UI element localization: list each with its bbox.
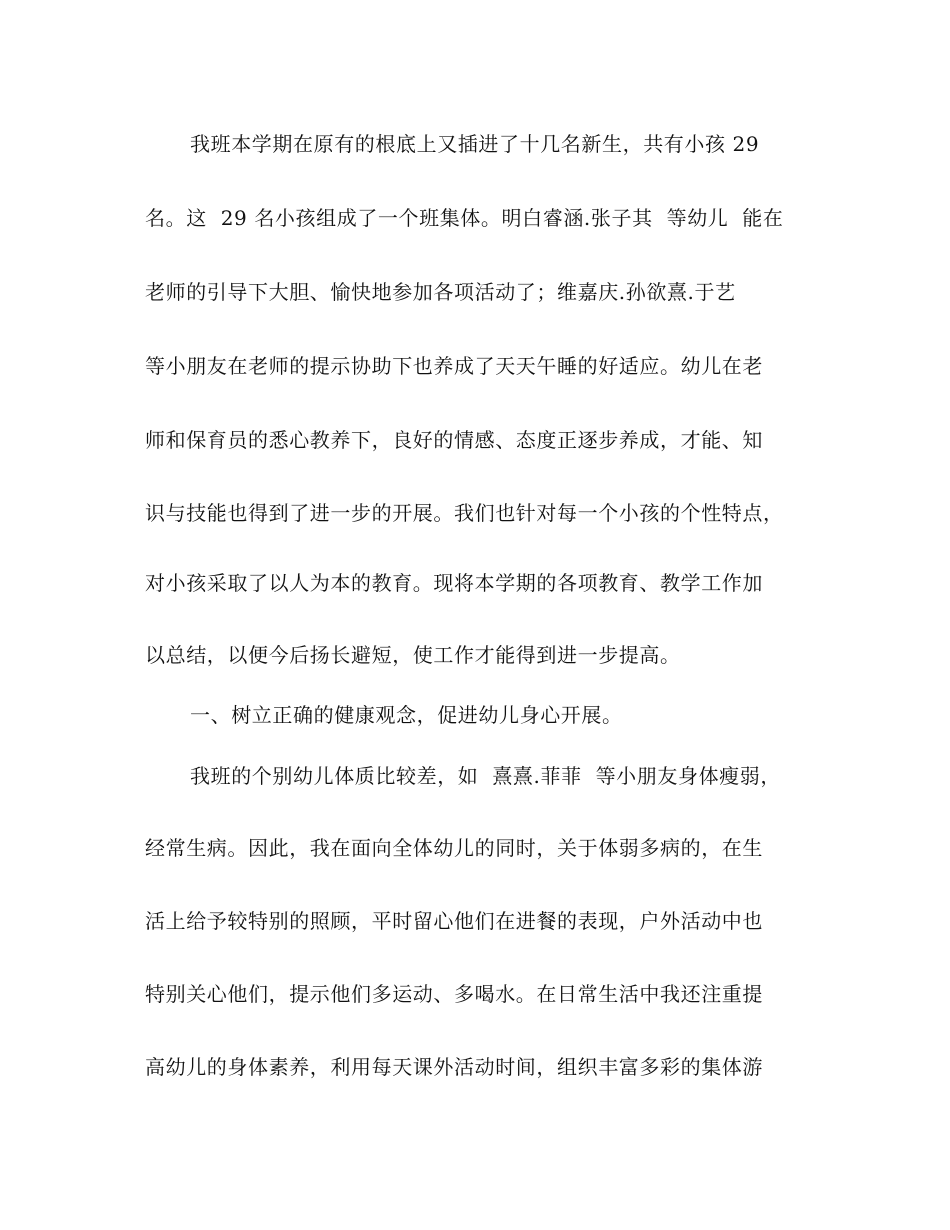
paragraph-1-line-5: 师和保育员的悉心教养下，良好的情感、态度正逐步养成，才能、知 xyxy=(145,428,763,452)
paragraph-1-line-7: 对小孩采取了以人为本的教育。现将本学期的各项教育、教学工作加 xyxy=(145,571,763,595)
paragraph-1-line-8: 以总结，以便今后扬长避短，使工作才能得到进一步提高。 xyxy=(145,643,681,667)
paragraph-2-line-5: 高幼儿的身体素养，利用每天课外活动时间，组织丰富多彩的集体游 xyxy=(145,1055,763,1079)
paragraph-1-line-2: 名。这 29 名小孩组成了一个班集体。明白睿涵.张子其 等幼儿 能在 xyxy=(145,206,784,230)
paragraph-1-line-6: 识与技能也得到了进一步的开展。我们也针对每一个小孩的个性特点， xyxy=(145,501,784,525)
paragraph-1-line-1: 我班本学期在原有的根底上又插进了十几名新生，共有小孩 29 xyxy=(190,132,760,156)
paragraph-2-line-4: 特别关心他们，提示他们多运动、多喝水。在日常生活中我还注重提 xyxy=(145,982,763,1006)
paragraph-1-line-3: 老师的引导下大胆、愉快地参加各项活动了；维嘉庆.孙欲熹.于艺 xyxy=(145,280,736,304)
paragraph-2-line-2: 经常生病。因此，我在面向全体幼儿的同时，关于体弱多病的，在生 xyxy=(145,836,763,860)
section-heading: 一、树立正确的健康观念，促进幼儿身心开展。 xyxy=(190,703,623,727)
paragraph-2-line-3: 活上给予较特别的照顾，平时留心他们在进餐的表现，户外活动中也 xyxy=(145,909,763,933)
paragraph-1-line-4: 等小朋友在老师的提示协助下也养成了天天午睡的好适应。幼儿在老 xyxy=(145,354,763,378)
paragraph-2-line-1: 我班的个别幼儿体质比较差，如 熹熹.菲菲 等小朋友身体瘦弱， xyxy=(190,764,781,788)
